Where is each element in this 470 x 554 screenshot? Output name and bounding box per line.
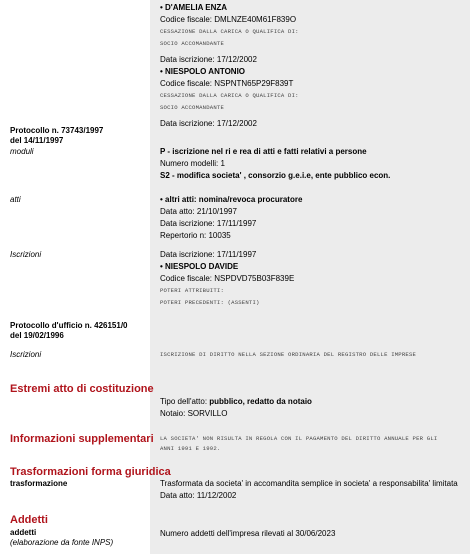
section-title-trasformazioni: Trasformazioni forma giuridica (10, 466, 171, 478)
notaio (160, 409, 227, 419)
person-name: • NIESPOLO ANTONIO (160, 67, 246, 76)
atti-label: atti (10, 195, 21, 204)
atti-data-iscrizione: Data iscrizione: 17/11/1997 (160, 219, 257, 228)
iscrizione-diritto: ISCRIZIONE DI DIRITTO NELLA SEZIONE ORDINARIA DEL REGISTRO DELLE IMPRESE (160, 351, 417, 358)
person-name: • NIESPOLO DAVIDE (160, 262, 239, 271)
notaio-value: SORVILLO (187, 409, 228, 418)
moduli-label: moduli (10, 147, 34, 156)
atti-line: • altri atti: nomina/revoca procuratore (160, 195, 303, 204)
tipo-atto (160, 397, 312, 407)
protocol-number: Protocollo d'ufficio n. 426151/0 (10, 321, 128, 330)
person-cessazione: CESSAZIONE DALLA CARICA O QUALIFICA DI: (160, 92, 299, 99)
section-title-addetti: Addetti (10, 514, 48, 526)
notaio-label: Notaio: (160, 409, 188, 418)
info-supplementari-line: ANNI 1991 E 1992. (160, 445, 221, 452)
tipo-atto-value: pubblico, redatto da notaio (209, 397, 312, 406)
protocol-number: Protocollo n. 73743/1997 (10, 126, 104, 135)
info-supplementari-line: LA SOCIETA' NON RISULTA IN REGOLA CON IL PAGAMENTO DEL DIRITTO ANNUALE PER GLI (160, 435, 438, 442)
atti-repertorio: Repertorio n: 10035 (160, 231, 231, 240)
trasformazione-data-atto: Data atto: 11/12/2002 (160, 491, 237, 500)
trasformazione-text: Trasformata da societa' in accomandita semplice in societa' a responsabilita' limitata (160, 479, 458, 488)
iscrizioni-label: Iscrizioni (10, 350, 42, 359)
addetti-sublabel: (elaborazione da fonte INPS) (10, 538, 114, 547)
section-title-estremi: Estremi atto di costituzione (10, 383, 154, 395)
person-codice-fiscale: Codice fiscale: NSPNTN65P29F839T (160, 79, 294, 88)
moduli-line: P - iscrizione nel ri e rea di atti e fatti relativi a persone (160, 147, 367, 156)
poteri-precedenti: POTERI PRECEDENTI: (ASSENTI) (160, 299, 260, 306)
tipo-atto-label: Tipo dell'atto: (160, 397, 210, 406)
protocol-date: del 19/02/1996 (10, 331, 64, 340)
moduli-numero: Numero modelli: 1 (160, 159, 225, 168)
person-qualifica: SOCIO ACCOMANDANTE (160, 104, 225, 111)
trasformazione-label: trasformazione (10, 479, 68, 488)
person-data-iscrizione: Data iscrizione: 17/12/2002 (160, 55, 257, 64)
addetti-label: addetti (10, 528, 37, 537)
person-codice-fiscale: Codice fiscale: NSPDVD75B03F839E (160, 274, 295, 283)
poteri-attribuiti: POTERI ATTRIBUITI: (160, 287, 225, 294)
iscrizioni-data: Data iscrizione: 17/11/1997 (160, 250, 257, 259)
person-codice-fiscale: Codice fiscale: DMLNZE40M61F839O (160, 15, 297, 24)
moduli-line: S2 - modifica societa' , consorzio g.e.i.e, ente pubblico econ. (160, 171, 391, 180)
iscrizioni-label: Iscrizioni (10, 250, 42, 259)
addetti-text: Numero addetti dell'impresa rilevati al 30/06/2023 (160, 529, 336, 538)
person-data-iscrizione: Data iscrizione: 17/12/2002 (160, 119, 257, 128)
person-cessazione: CESSAZIONE DALLA CARICA O QUALIFICA DI: (160, 28, 299, 35)
section-title-info-supplementari: Informazioni supplementari (10, 433, 154, 445)
atti-data-atto: Data atto: 21/10/1997 (160, 207, 237, 216)
person-qualifica: SOCIO ACCOMANDANTE (160, 40, 225, 47)
protocol-date: del 14/11/1997 (10, 136, 64, 145)
person-name: • D'AMELIA ENZA (160, 3, 228, 12)
